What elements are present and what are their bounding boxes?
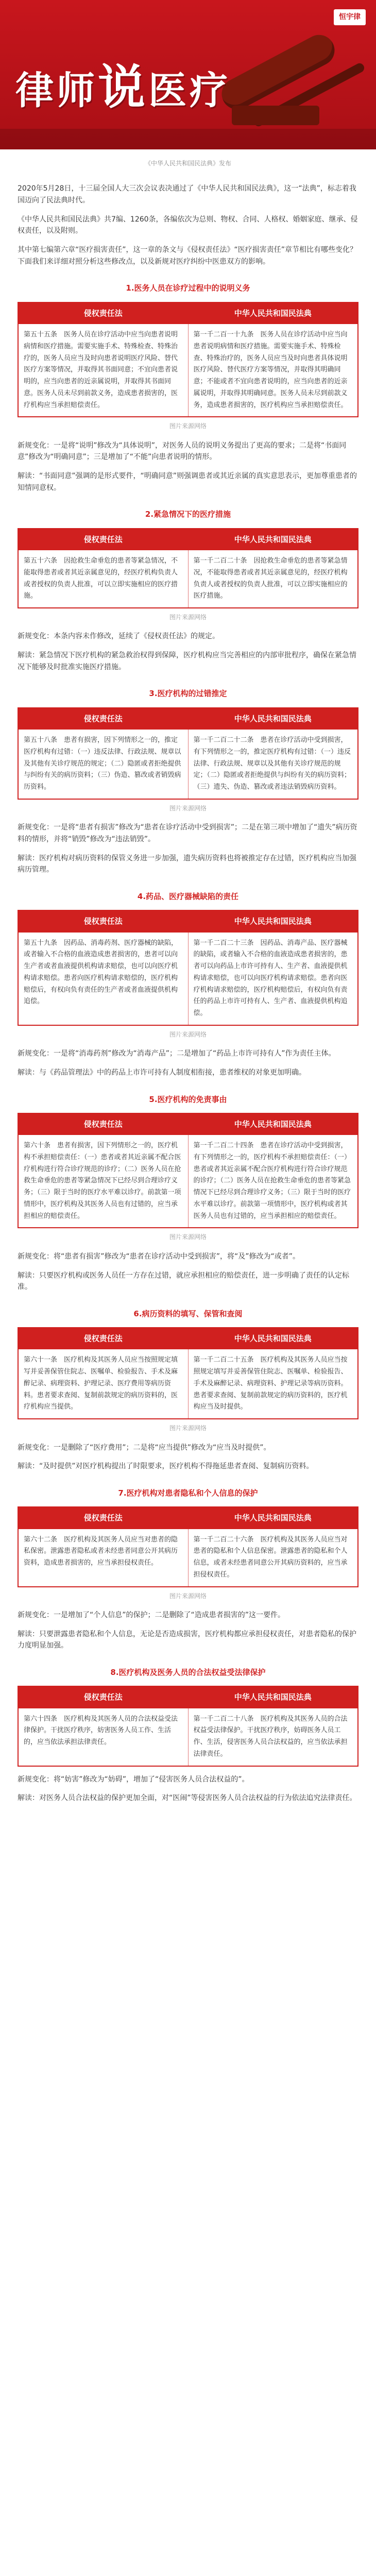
- table-header-civil-code: 中华人民共和国民法典: [188, 302, 358, 324]
- section-title: 7.医疗机构对患者隐私和个人信息的保护: [118, 1488, 258, 1498]
- civil-code-article: 第一千二百二十五条 医疗机构及其医务人员应当按照规定填写并妥善保管住院志、医嘱单、检验报告、手术及麻醉记录、病理资料、护理记录等病历资料。患者要求查阅、复制前款规定的病历资料的，医疗机构应当及时提供。: [188, 1349, 358, 1419]
- image-source-note: 图片来源网络: [169, 1425, 207, 1432]
- comparison-table: [18, 528, 358, 608]
- table-header-civil-code: 中华人民共和国民法典: [188, 1507, 358, 1529]
- brand-logo: 恒宇律: [334, 9, 366, 25]
- banner-title: [15, 49, 231, 126]
- intro-paragraph: 《中华人民共和国民法典》共7编、1260条，各编依次为总则、物权、合同、人格权、婚姻家庭、继承、侵权责任，以及附则。: [18, 215, 358, 235]
- civil-code-article: 第一千二百二十八条 医疗机构及其医务人员的合法权益受法律保护。干扰医疗秩序，妨碍医务人员工作、生活，侵害医务人员合法权益的，应当依法承担法律责任。: [188, 1708, 358, 1766]
- table-row: [18, 1708, 358, 1766]
- analysis-paragraph: 新规变化：一是删除了“医疗费用”；二是将“应当提供”修改为“应当及时提供”。: [18, 1443, 271, 1452]
- comparison-table: [18, 707, 358, 800]
- banner-caption: 《中华人民共和国民法典》发布: [144, 160, 231, 167]
- civil-code-article: 第一千二百一十九条 医务人员在诊疗活动中应当向患者说明病情和医疗措施。需要实施手术、特殊检查、特殊治疗的，医务人员应当及时向患者具体说明医疗风险、替代医疗方案等情况，并取得其明确同意；不能或者不宜向患者说明的，应当向患者的近亲属说明，并取得其明确同意。医务人员未尽到前款义务，造成患者损害的，医疗机构应当承担赔偿责任。: [188, 324, 358, 417]
- comparison-table: [18, 302, 358, 418]
- section-block: [18, 1666, 358, 1804]
- gavel-head-icon: [216, 29, 340, 115]
- section-title: 2.紧急情况下的医疗措施: [145, 510, 231, 519]
- section-block: [18, 1487, 358, 1652]
- section-block: [18, 1093, 358, 1293]
- table-header-civil-code: 中华人民共和国民法典: [188, 1113, 358, 1135]
- table-header-old-law: 侵权责任法: [18, 708, 188, 730]
- comparison-table-header-row: [18, 302, 358, 324]
- civil-code-article: 第一千二百二十四条 患者在诊疗活动中受到损害，有下列情形之一的，医疗机构不承担赔偿责任：（一）患者或者其近亲属不配合医疗机构进行符合诊疗规范的诊疗；（二）医务人员在抢救生命垂危的患者等紧急情况下已经尽到合理诊疗义务；（三）限于当时的医疗水平难以诊疗。前款第一项情形中，医疗机构或者其医务人员也有过错的，应当承担相应的赔偿责任。: [188, 1135, 358, 1228]
- old-law-article: 第六十一条 医疗机构及其医务人员应当按照规定填写并妥善保管住院志、医嘱单、检验报告、手术及麻醉记录、病理资料、护理记录、医疗费用等病历资料。患者要求查阅、复制前款规定的病历资料的，医疗机构应当提供。: [18, 1349, 188, 1419]
- table-row: [18, 1135, 358, 1228]
- old-law-article: 第六十条 患者有损害，因下列情形之一的，医疗机构不承担赔偿责任：（一）患者或者其近亲属不配合医疗机构进行符合诊疗规范的诊疗；（二）医务人员在抢救生命垂危的患者等紧急情况下已经尽到合理诊疗义务；（三）限于当时的医疗水平难以诊疗。前款第一项情形中，医疗机构及其医务人员也有过错的，应当承担相应的赔偿责任。: [18, 1135, 188, 1228]
- section-title: 4.药品、医疗器械缺陷的责任: [137, 891, 239, 901]
- section-block: [18, 1308, 358, 1472]
- old-law-article: 第六十四条 医疗机构及其医务人员的合法权益受法律保护。干扰医疗秩序，妨害医务人员工作、生活的，应当依法承担法律责任。: [18, 1708, 188, 1766]
- comparison-table-header-row: [18, 1686, 358, 1708]
- comparison-table-header-row: [18, 910, 358, 932]
- table-row: [18, 1529, 358, 1587]
- table-header-old-law: 侵权责任法: [18, 302, 188, 324]
- image-source-note: 图片来源网络: [169, 804, 207, 812]
- banner-title-big: 说: [98, 59, 149, 115]
- article-content: [0, 183, 376, 1804]
- civil-code-article: 第一千二百二十二条 患者在诊疗活动中受到损害，有下列情形之一的，推定医疗机构有过错：（一）违反法律、行政法规、规章以及其他有关诊疗规范的规定；（二）隐匿或者拒绝提供与纠纷有关的病历资料；（三）遗失、伪造、篡改或者违法销毁病历资料。: [188, 730, 358, 799]
- analysis-paragraph: 解读：与《药品管理法》中的药品上市许可持有人制度相衔接，患者维权的对象更加明确。: [18, 1068, 306, 1077]
- comparison-table: [18, 1686, 358, 1766]
- image-source-note: 图片来源网络: [169, 614, 207, 621]
- banner-title-part1: 律师: [15, 69, 98, 113]
- sections-container: [18, 282, 358, 1804]
- table-header-civil-code: 中华人民共和国民法典: [188, 1328, 358, 1349]
- table-row: [18, 1349, 358, 1419]
- civil-code-article: 第一千二百二十六条 医疗机构及其医务人员应当对患者的隐私和个人信息保密。泄露患者的隐私和个人信息，或者未经患者同意公开其病历资料的，应当承担侵权责任。: [188, 1529, 358, 1587]
- comparison-table: [18, 1113, 358, 1229]
- table-row: [18, 550, 358, 608]
- section-title: 1.医务人员在诊疗过程中的说明义务: [126, 283, 250, 293]
- table-header-old-law: 侵权责任法: [18, 1328, 188, 1349]
- old-law-article: 第五十六条 因抢救生命垂危的患者等紧急情况，不能取得患者或者其近亲属意见的，经医疗机构负责人或者授权的负责人批准，可以立即实施相应的医疗措施。: [18, 550, 188, 608]
- comparison-table-header-row: [18, 708, 358, 730]
- table-header-civil-code: 中华人民共和国民法典: [188, 1686, 358, 1708]
- analysis-paragraph: 新规变化：一是将“消毒药剂”修改为“消毒产品”；二是增加了“药品上市许可持有人”作为责任主体。: [18, 1049, 336, 1058]
- analysis-paragraph: 新规变化：一是增加了“个人信息”的保护；二是删除了“造成患者损害的”这一要件。: [18, 1611, 285, 1620]
- analysis-paragraph: 新规变化：将“妨害”修改为“妨碍”，增加了“侵害医务人员合法权益的”。: [18, 1775, 249, 1784]
- section-title: 6.病历资料的填写、保管和查阅: [133, 1309, 243, 1318]
- intro-paragraph: 2020年5月28日，十三届全国人大三次会议表决通过了《中华人民共和国民法典》，这一“法典”，标志着我国迈向了民法典时代。: [18, 184, 356, 205]
- old-law-article: 第六十二条 医疗机构及其医务人员应当对患者的隐私保密。泄露患者隐私或者未经患者同意公开其病历资料，造成患者损害的，应当承担侵权责任。: [18, 1529, 188, 1587]
- civil-code-article: 第一千二百二十三条 因药品、消毒产品、医疗器械的缺陷，或者输入不合格的血液造成患者损害的，患者可以向药品上市许可持有人、生产者、血液提供机构请求赔偿，也可以向医疗机构请求赔偿。患者向医疗机构请求赔偿的，医疗机构赔偿后，有权向负有责任的药品上市许可持有人、生产者、血液提供机构追偿。: [188, 932, 358, 1025]
- section-block: [18, 282, 358, 494]
- analysis-paragraph: 解读：“书面同意”强调的是形式要件，“明确同意”则强调患者或其近亲属的真实意思表示，更加尊重患者的知情同意权。: [18, 472, 357, 492]
- analysis-paragraph: 解读：医疗机构对病历资料的保管义务进一步加强，遗失病历资料也将被推定存在过错，医疗机构应当加强病历管理。: [18, 854, 356, 874]
- analysis-paragraph: 解读：紧急情况下医疗机构的紧急救治权得到保障，医疗机构应当完善相应的内部审批程序，确保在紧急情况下能够及时批准实施医疗措施。: [18, 651, 356, 671]
- table-header-old-law: 侵权责任法: [18, 529, 188, 550]
- old-law-article: 第五十五条 医务人员在诊疗活动中应当向患者说明病情和医疗措施。需要实施手术、特殊检查、特殊治疗的，医务人员应当及时向患者说明医疗风险、替代医疗方案等情况，并取得其书面同意；不宜向患者说明的，应当向患者的近亲属说明，并取得其书面同意。医务人员未尽到前款义务，造成患者损害的，医疗机构应当承担赔偿责任。: [18, 324, 188, 417]
- old-law-article: 第五十八条 患者有损害，因下列情形之一的，推定医疗机构有过错：（一）违反法律、行政法规、规章以及其他有关诊疗规范的规定；（二）隐匿或者拒绝提供与纠纷有关的病历资料；（三）伪造、篡改或者销毁病历资料。: [18, 730, 188, 799]
- gavel-base-icon: [232, 106, 319, 125]
- table-header-civil-code: 中华人民共和国民法典: [188, 910, 358, 932]
- analysis-paragraph: 解读：对医务人员合法权益的保护更加全面，对“医闹”等侵害医务人员合法权益的行为依法追究法律责任。: [18, 1794, 357, 1803]
- civil-code-article: 第一千二百二十条 因抢救生命垂危的患者等紧急情况，不能取得患者或者其近亲属意见的，经医疗机构负责人或者授权的负责人批准，可以立即实施相应的医疗措施。: [188, 550, 358, 608]
- analysis-paragraph: 新规变化：本条内容未作修改，延续了《侵权责任法》的规定。: [18, 632, 219, 641]
- table-header-old-law: 侵权责任法: [18, 1113, 188, 1135]
- table-header-old-law: 侵权责任法: [18, 910, 188, 932]
- banner-title-part2: 医疗: [148, 69, 231, 113]
- section-block: [18, 508, 358, 673]
- analysis-paragraph: 新规变化：将“患者有损害”修改为“患者在诊疗活动中受到损害”，将“及”修改为“或者”。: [18, 1252, 300, 1261]
- image-source-note: 图片来源网络: [169, 1233, 207, 1241]
- analysis-paragraph: 解读：只要医疗机构或医务人员任一方存在过错，就应承担相应的赔偿责任，进一步明确了责任的认定标准。: [18, 1271, 349, 1292]
- section-block: [18, 890, 358, 1079]
- table-header-old-law: 侵权责任法: [18, 1686, 188, 1708]
- old-law-article: 第五十九条 因药品、消毒药剂、医疗器械的缺陷，或者输入不合格的血液造成患者损害的，患者可以向生产者或者血液提供机构请求赔偿，也可以向医疗机构请求赔偿。患者向医疗机构请求赔偿的，医疗机构赔偿后，有权向负有责任的生产者或者血液提供机构追偿。: [18, 932, 188, 1025]
- comparison-table-header-row: [18, 1507, 358, 1529]
- analysis-paragraph: 新规变化：一是将“说明”修改为“具体说明”，对医务人员的说明义务提出了更高的要求；二是将“书面同意”修改为“明确同意”；三是增加了“不能”向患者说明的情形。: [18, 441, 347, 462]
- comparison-table-header-row: [18, 529, 358, 550]
- table-row: [18, 324, 358, 417]
- intro-paragraph: 其中第七编第六章“医疗损害责任”，这一章的条文与《侵权责任法》“医疗损害责任”章节相比有哪些变化？下面我们来详细对照分析这些修改点，以及新规对医疗纠纷中医患双方的影响。: [18, 246, 357, 266]
- analysis-paragraph: 解读：只要泄露患者隐私和个人信息，无论是否造成损害，医疗机构都应承担侵权责任，对患者隐私的保护力度明显加强。: [18, 1630, 356, 1650]
- analysis-paragraph: 解读：“及时提供”对医疗机构提出了时限要求，医疗机构不得拖延患者查阅、复制病历资料。: [18, 1462, 314, 1471]
- section-block: [18, 687, 358, 875]
- header-banner: [0, 0, 376, 149]
- table-row: [18, 730, 358, 799]
- section-title: 8.医疗机构及医务人员的合法权益受法律保护: [110, 1668, 266, 1677]
- section-title: 5.医疗机构的免责事由: [149, 1094, 227, 1104]
- image-source-note: 图片来源网络: [169, 422, 207, 430]
- table-header-civil-code: 中华人民共和国民法典: [188, 708, 358, 730]
- table-header-old-law: 侵权责任法: [18, 1507, 188, 1529]
- analysis-paragraph: 新规变化：一是将“患者有损害”修改为“患者在诊疗活动中受到损害”；二是在第三项中增加了“遗失”病历资料的情形，并将“销毁”修改为“违法销毁”。: [18, 823, 357, 843]
- comparison-table: [18, 1506, 358, 1587]
- comparison-table-header-row: [18, 1113, 358, 1135]
- comparison-table: [18, 910, 358, 1026]
- image-source-note: 图片来源网络: [169, 1030, 207, 1038]
- table-header-civil-code: 中华人民共和国民法典: [188, 529, 358, 550]
- banner-bottom-band: [0, 129, 376, 149]
- comparison-table: [18, 1327, 358, 1419]
- table-row: [18, 932, 358, 1025]
- image-source-note: 图片来源网络: [169, 1592, 207, 1600]
- comparison-table-header-row: [18, 1328, 358, 1349]
- section-title: 3.医疗机构的过错推定: [149, 689, 227, 699]
